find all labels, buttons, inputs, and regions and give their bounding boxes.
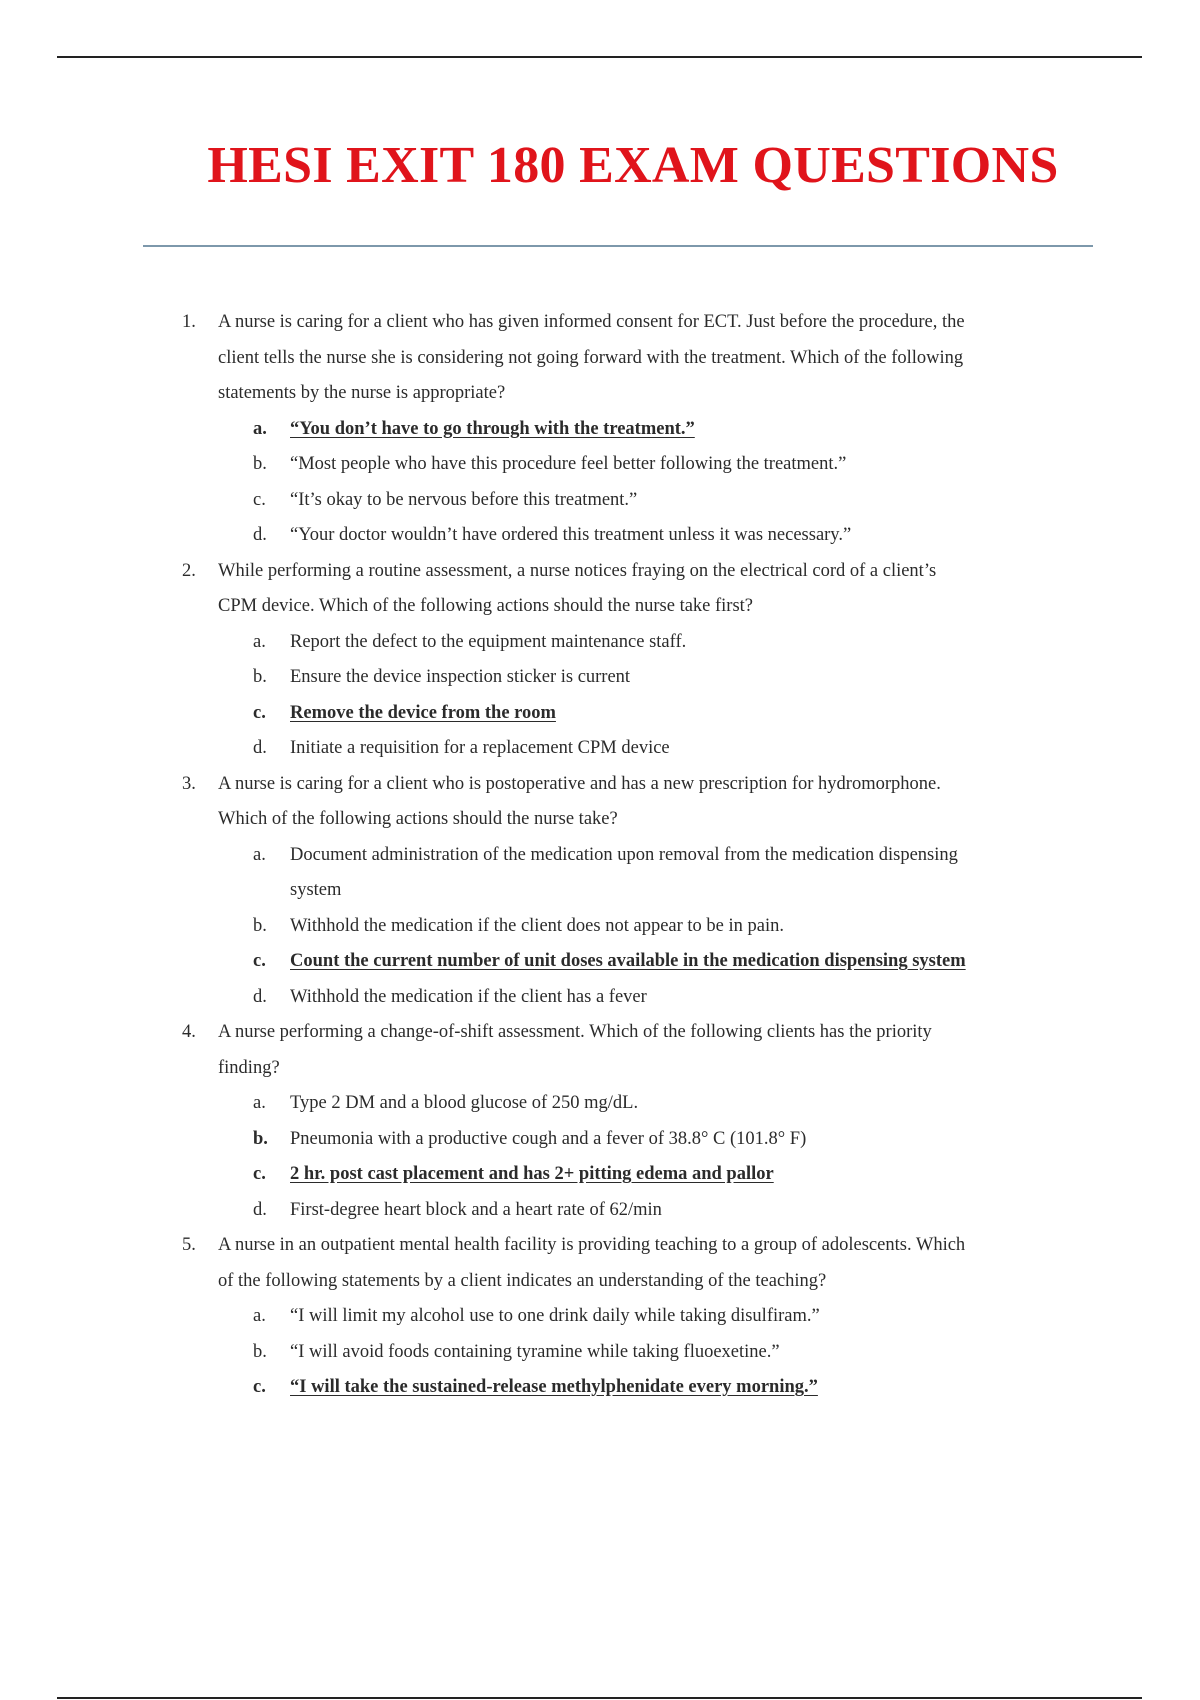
question-text-line <box>0 554 1200 590</box>
option-letter: d. <box>253 738 267 758</box>
answer-option-correct <box>0 412 1200 448</box>
option-letter: a. <box>253 1093 266 1113</box>
option-letter: d. <box>253 1199 267 1220</box>
answer-option <box>0 1086 1200 1122</box>
option-letter: b. <box>253 915 267 936</box>
option-text: Pneumonia with a productive cough and a fever of 38.8° C (101.8° F) <box>290 1128 807 1149</box>
option-text: Remove the device from the room <box>290 702 556 723</box>
option-text: Type 2 DM and a blood glucose of 250 mg/dL. <box>290 1093 639 1113</box>
question-text: of the following statements by a client indicates an understanding of the teaching? <box>218 1270 827 1291</box>
option-letter: d. <box>253 986 267 1007</box>
question-text-line <box>0 1264 1200 1300</box>
option-text: system <box>290 880 342 900</box>
question-3 <box>0 767 1200 1016</box>
answer-option <box>0 1335 1200 1371</box>
option-text: Ensure the device inspection sticker is current <box>290 667 631 687</box>
question-text: A nurse is caring for a client who is postoperative and has a new prescription for hydromorphone. <box>218 773 941 794</box>
question-text: CPM device. Which of the following actions should the nurse take first? <box>218 596 754 616</box>
option-text: Report the defect to the equipment maintenance staff. <box>290 631 687 652</box>
question-number: 5. <box>182 1235 196 1255</box>
question-text: statements by the nurse is appropriate? <box>218 383 506 403</box>
question-text-line <box>0 589 1200 625</box>
option-text: Withhold the medication if the client has a fever <box>290 986 647 1007</box>
answer-option-correct <box>0 944 1200 980</box>
question-text-line <box>0 1228 1200 1264</box>
option-letter: b. <box>253 1341 267 1362</box>
question-text-line <box>0 376 1200 412</box>
option-text: Initiate a requisition for a replacement CPM device <box>290 738 670 758</box>
question-4 <box>0 1015 1200 1228</box>
option-text: “Your doctor wouldn’t have ordered this treatment unless it was necessary.” <box>290 525 852 545</box>
option-letter: c. <box>253 1164 266 1184</box>
question-2 <box>0 554 1200 767</box>
answer-option <box>0 909 1200 945</box>
answer-option <box>0 483 1200 519</box>
answer-option <box>0 1193 1200 1229</box>
option-text: “I will take the sustained-release methylphenidate every morning.” <box>290 1377 818 1397</box>
question-text: While performing a routine assessment, a nurse notices fraying on the electrical cord of a client’s <box>218 560 937 581</box>
question-number: 2. <box>182 560 196 581</box>
option-letter: b. <box>253 667 267 687</box>
option-text: “Most people who have this procedure feel better following the treatment.” <box>290 454 847 474</box>
option-text: “You don’t have to go through with the treatment.” <box>290 418 695 439</box>
question-text-line <box>0 1051 1200 1087</box>
question-text-line <box>0 802 1200 838</box>
answer-option <box>0 447 1200 483</box>
answer-option <box>0 1299 1200 1335</box>
document-title: HESI EXIT 180 EXAM QUESTIONS <box>207 137 1059 194</box>
answer-option <box>0 731 1200 767</box>
page-bottom-rule <box>57 1697 1142 1699</box>
answer-option <box>0 660 1200 696</box>
option-text: “I will avoid foods containing tyramine while taking fluoexetine.” <box>290 1341 780 1362</box>
answer-option <box>0 1122 1200 1158</box>
question-text: A nurse in an outpatient mental health facility is providing teaching to a group of adolescents. Which <box>218 1235 966 1255</box>
answer-option-correct <box>0 1157 1200 1193</box>
question-list <box>0 305 1200 1406</box>
option-letter: d. <box>253 525 267 545</box>
option-text: Document administration of the medication upon removal from the medication dispensing <box>290 844 958 865</box>
answer-option-correct <box>0 1370 1200 1406</box>
question-text: A nurse is caring for a client who has given informed consent for ECT. Just before the procedure, the <box>218 312 965 332</box>
question-number: 3. <box>182 773 196 794</box>
question-text-line <box>0 1015 1200 1051</box>
answer-option <box>0 873 1200 909</box>
option-letter: a. <box>253 1306 266 1326</box>
option-text: Count the current number of unit doses available in the medication dispensing system <box>290 951 966 971</box>
option-letter: c. <box>253 1377 266 1397</box>
title-divider <box>143 245 1093 247</box>
option-letter: a. <box>253 844 266 865</box>
question-5 <box>0 1228 1200 1406</box>
option-text: Withhold the medication if the client does not appear to be in pain. <box>290 915 784 936</box>
question-text-line <box>0 341 1200 377</box>
question-number: 4. <box>182 1022 196 1042</box>
question-text: client tells the nurse she is considering not going forward with the treatment. Which of the following <box>218 347 964 368</box>
option-text: 2 hr. post cast placement and has 2+ pitting edema and pallor <box>290 1164 774 1184</box>
page-top-rule <box>57 56 1142 58</box>
answer-option-correct <box>0 696 1200 732</box>
option-letter: a. <box>253 631 266 652</box>
question-text-line <box>0 767 1200 803</box>
option-letter: a. <box>253 418 267 439</box>
option-letter: c. <box>253 489 266 510</box>
option-text: First-degree heart block and a heart rate of 62/min <box>290 1199 662 1220</box>
question-number: 1. <box>182 312 196 332</box>
question-text: A nurse performing a change-of-shift assessment. Which of the following clients has the priority <box>218 1022 932 1042</box>
answer-option <box>0 980 1200 1016</box>
question-text: finding? <box>218 1057 280 1078</box>
question-text-line <box>0 305 1200 341</box>
answer-option <box>0 518 1200 554</box>
option-letter: c. <box>253 951 266 971</box>
option-text: “I will limit my alcohol use to one drink daily while taking disulfiram.” <box>290 1306 820 1326</box>
answer-option <box>0 838 1200 874</box>
answer-option <box>0 625 1200 661</box>
question-1 <box>0 305 1200 554</box>
option-letter: c. <box>253 702 266 723</box>
option-letter: b. <box>253 454 267 474</box>
question-text: Which of the following actions should the nurse take? <box>218 809 618 829</box>
option-text: “It’s okay to be nervous before this treatment.” <box>290 489 638 510</box>
option-letter: b. <box>253 1128 268 1149</box>
